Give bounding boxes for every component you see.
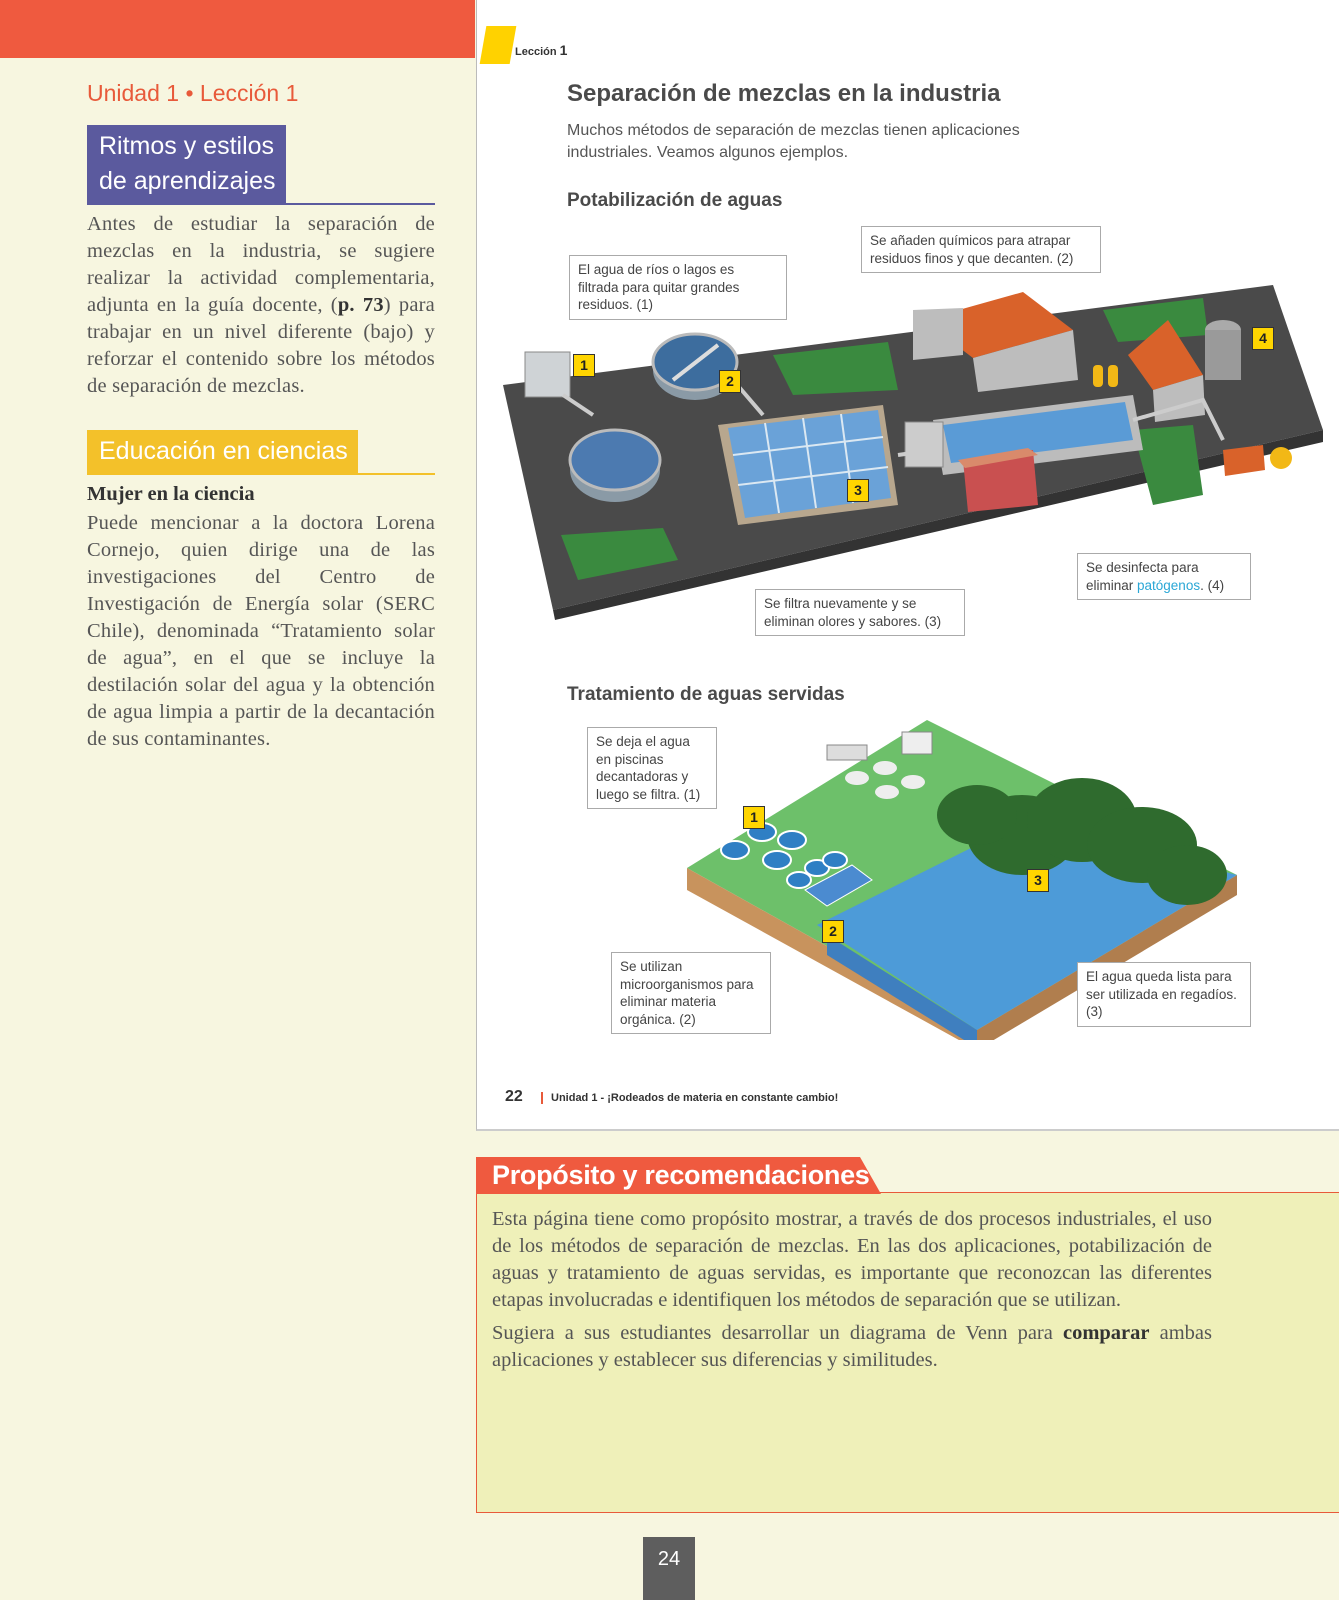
- book-page-footer: Unidad 1 - ¡Rodeados de materia en constante cambio!: [541, 1092, 838, 1104]
- marker-potabilizacion-3: 3: [847, 479, 869, 502]
- purpose-paragraph-2: Sugiera a sus estudiantes desarrollar un diagrama de Venn para comparar ambas aplicaciones y establecer sus diferencias y similitudes.: [492, 1322, 1213, 1371]
- science-education-title: Educación en ciencias: [87, 430, 358, 473]
- learning-styles-title: Ritmos y estilos de aprendizajes: [87, 125, 286, 203]
- page-number: 24: [643, 1537, 695, 1600]
- women-in-science-subhead: Mujer en la ciencia: [87, 483, 255, 505]
- callout-potabilizacion-4: Se desinfecta para eliminar patógenos. (4): [1077, 553, 1251, 600]
- purpose-paragraph-1: Esta página tiene como propósito mostrar, a través de dos procesos industriales, el uso de los métodos de separación de mezclas. En las dos aplicaciones, potabilización de aguas y tratamiento de aguas servidas, es importante que reconozcan las diferentes etapas involucradas e identifiquen los métodos de separación que se utilizan.: [492, 1208, 1212, 1311]
- section-title-aguas-servidas: Tratamiento de aguas servidas: [567, 684, 845, 705]
- women-in-science-text: Puede mencionar a la doctora Lorena Cornejo, quien dirige una de las investigaciones del Centro de Investigación de Energía solar (SERC Chile), denominada “Tratamiento solar de agua”, en el que se incluye la destilación solar del agua y la obtención de agua limpia a partir de la decantación de sus contaminantes.: [87, 512, 435, 750]
- purpose-title: Propósito y recomendaciones: [492, 1160, 870, 1190]
- marker-potabilizacion-2: 2: [719, 370, 741, 393]
- student-book-page: [476, 0, 1339, 1131]
- divider: [87, 473, 435, 475]
- marker-aguas-servidas-1: 1: [743, 806, 765, 829]
- divider: [87, 203, 435, 205]
- marker-potabilizacion-1: 1: [573, 354, 595, 377]
- lesson-label: Lección 1: [515, 42, 568, 58]
- callout-potabilizacion-1: El agua de ríos o lagos es filtrada para quitar grandes residuos. (1): [569, 255, 787, 320]
- callout-potabilizacion-2: Se añaden químicos para atrapar residuos finos y que decanten. (2): [861, 226, 1101, 273]
- marker-aguas-servidas-2: 2: [822, 920, 844, 943]
- callout-potabilizacion-3: Se filtra nuevamente y se eliminan olores y sabores. (3): [755, 589, 965, 636]
- learning-styles-text: Antes de estudiar la separación de mezclas en la industria, se sugiere realizar la actividad complementaria, adjunta en la guía docente, (p. 73) para trabajar en un nivel diferente (bajo) y reforzar el contenido sobre los métodos de separación de mezclas.: [87, 213, 435, 397]
- lesson-tab-marker: [480, 26, 517, 64]
- book-page-number: 22: [505, 1088, 523, 1105]
- callout-aguas-servidas-3: El agua queda lista para ser utilizada en regadíos. (3): [1077, 962, 1251, 1027]
- callout-aguas-servidas-1: Se deja el agua en piscinas decantadoras y luego se filtra. (1): [587, 727, 717, 809]
- page-intro: Muchos métodos de separación de mezclas tienen aplicaciones industriales. Veamos algunos ejemplos.: [567, 122, 1020, 161]
- section-title-potabilizacion: Potabilización de aguas: [567, 190, 783, 211]
- page-title: Separación de mezclas en la industria: [567, 80, 1001, 107]
- unit-heading: Unidad 1 • Lección 1: [87, 80, 299, 106]
- left-column: [87, 80, 435, 753]
- purpose-text: [492, 1206, 1212, 1380]
- top-color-band: [0, 0, 475, 58]
- callout-aguas-servidas-2: Se utilizan microorganismos para eliminar materia orgánica. (2): [611, 952, 771, 1034]
- marker-aguas-servidas-3: 3: [1027, 869, 1049, 892]
- marker-potabilizacion-4: 4: [1252, 327, 1274, 350]
